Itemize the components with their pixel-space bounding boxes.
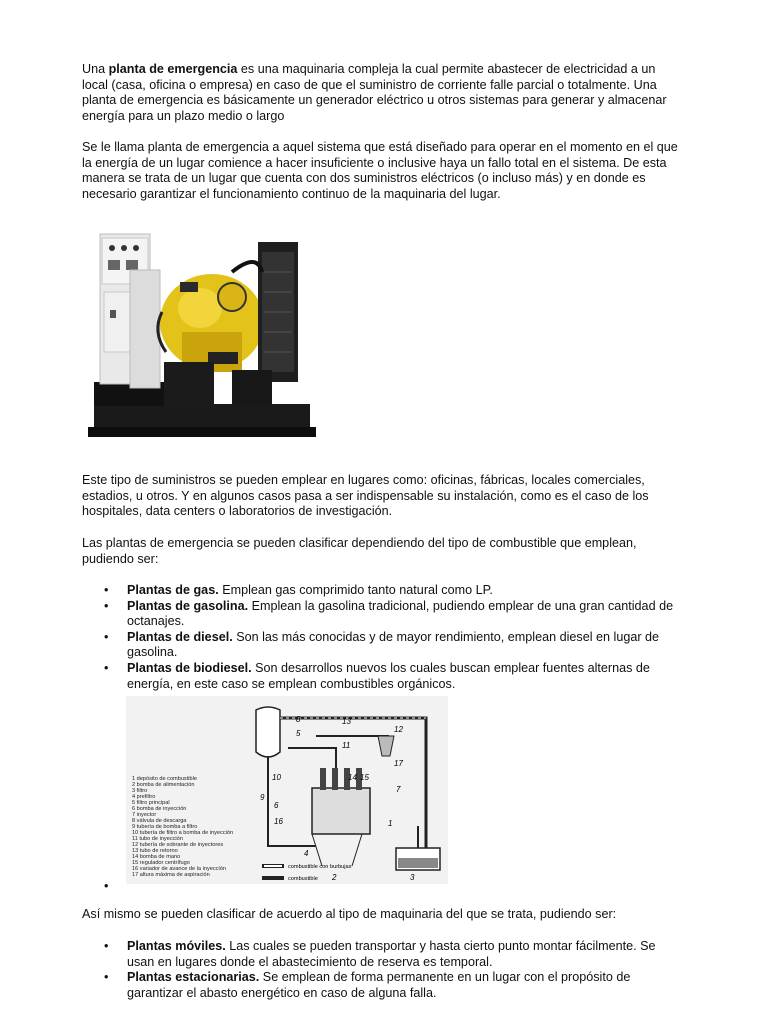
diagram-legend-item: 7 inyector [132, 812, 157, 818]
list-item [82, 939, 682, 970]
fuel-type-list [82, 583, 682, 692]
diagram-legend-item: 9 tubería de bomba a filtro [132, 824, 198, 830]
diagram-number: 8 [296, 715, 301, 724]
uses-paragraph: Este tipo de suministros se pueden emplear en lugares como: oficinas, fábricas, locales comerciales, estadios, u otros. Y en algunos casos pasa a ser indispensable su instalación, como es el caso de los hospitales, data centers o laboratorios de investigación. [82, 473, 649, 519]
list-item-text: Se emplean de forma permanente en un lugar con el propósito de garantizar el abasto energético en caso de alguna falla. [127, 970, 631, 1000]
diagram-number: 12 [394, 725, 403, 734]
bullet: • [104, 660, 109, 675]
list-item-text: Son desarrollos nuevos los cuales buscan emplear fuentes alternas de energía, en este caso se emplean combustibles orgánicos. [127, 660, 650, 691]
diagram-number: 3 [410, 873, 415, 882]
diagram-number: 4 [304, 849, 309, 858]
intro-prefix: Una [82, 62, 109, 76]
list-item [82, 661, 682, 692]
diagram-legend-item: 5 filtro principal [132, 800, 170, 806]
diagram-legend-item: 16 variador de avance de la inyección [132, 866, 226, 872]
diagram-legend-item: 17 altura máxima de aspiración [132, 872, 210, 878]
diagram-legend-item: 15 regulador centrífugo [132, 860, 190, 866]
intro-paragraph [82, 62, 682, 124]
diagram-legend-item: 13 tubo de retorno [132, 848, 178, 854]
definition-paragraph: Se le llama planta de emergencia a aquel sistema que está diseñado para operar en el momento en el que la energía de un lugar comience a hacer insuficiente o inclusive haya un fallo total en el sistema. De esta manera se trata de un lugar que cuenta con dos suministros eléctricos (o incluso más) y en donde es necesario garantizar el funcionamiento continuo de la maquinaria del lugar. [82, 140, 678, 201]
diagram-number: 1 [388, 819, 393, 828]
list-item-term: Plantas estacionarias. [127, 970, 260, 985]
diagram-number: 7 [396, 785, 401, 794]
fuel-system-diagram [126, 696, 448, 884]
list-item [82, 970, 682, 1001]
diagram-number: 2 [332, 873, 337, 882]
diagram-legend-item: 6 bomba de inyección [132, 806, 187, 812]
list-item-term: Plantas de gas. [127, 583, 219, 597]
diagram-number: 17 [394, 759, 403, 768]
list-item-text: Emplean la gasolina tradicional, pudiendo emplear de una gran cantidad de octanajes. [127, 598, 674, 629]
list-item-text: Son las más conocidas y de mayor rendimiento, emplean diesel en lugar de gasolina. [127, 629, 660, 660]
diagram-legend-item: 1 depósito de combustible [132, 776, 197, 782]
diagram-number: 14 [348, 773, 357, 782]
list-item [82, 630, 682, 661]
list-item-term: Plantas de biodiesel. [127, 660, 252, 675]
diagram-legend-item: 12 tubería de sobrante de inyectores [132, 842, 224, 848]
bullet: • [104, 939, 109, 953]
machine-type-list [82, 939, 682, 1001]
diagram-key-label: combustible con burbujas [288, 864, 352, 870]
empty-bullet: • [104, 879, 109, 893]
diagram-number: 16 [274, 817, 283, 826]
bullet: • [104, 970, 109, 985]
list-item-text: Emplean gas comprimido tanto natural como LP. [218, 583, 493, 597]
diagram-legend-item: 2 bomba de alimentación [132, 782, 195, 788]
intro-bold-term: planta de emergencia [108, 62, 238, 76]
list-item-term: Plantas de gasolina. [127, 598, 249, 613]
diagram-legend-item: 3 filtro [132, 788, 148, 794]
diagram-number: 6 [274, 801, 279, 810]
bullet: • [104, 629, 109, 644]
machine-classification-paragraph: Así mismo se pueden clasificar de acuerdo al tipo de maquinaria del que se trata, pudiendo ser: [82, 907, 617, 921]
list-item-text: Las cuales se pueden transportar y hasta cierto punto montar fácilmente. Se usan en lugares donde el abastecimiento de reserva es temporal. [127, 939, 656, 969]
diagram-legend-item: 11 tubo de inyección [132, 836, 183, 842]
diagram-key-label: combustible [288, 876, 318, 882]
diagram-number: 5 [296, 729, 301, 738]
diagram-legend-item: 8 válvula de descarga [132, 818, 187, 824]
diagram-number: 11 [342, 741, 351, 750]
diagram-legend-item: 10 tubería de filtro a bomba de inyección [132, 830, 234, 836]
diagram-number: 13 [342, 717, 351, 726]
diagram-legend-item: 4 prefiltro [132, 794, 156, 800]
list-item-term: Plantas de diesel. [127, 629, 233, 644]
diagram-number: 9 [260, 793, 265, 802]
generator-image [82, 212, 322, 460]
list-item [82, 583, 682, 599]
key-swatch-bubbles-inner [264, 865, 282, 867]
key-swatch-fuel [262, 876, 284, 880]
diagram-number: 15 [360, 773, 369, 782]
fuel-classification-paragraph: Las plantas de emergencia se pueden clasificar dependiendo del tipo de combustible que emplean, pudiendo ser: [82, 536, 637, 566]
bullet: • [104, 598, 109, 613]
diagram-number: 10 [272, 773, 281, 782]
intro-text: es una maquinaria compleja la cual permite abastecer de electricidad a un local (casa, oficina o empresa) en caso de que el suministro de corriente falle parcial o totalmente. Una planta de emergencia es básicamente un generador eléctrico u otros sistemas para generar y almacenar energía para un plazo medio o largo [82, 62, 667, 123]
list-item [82, 599, 682, 630]
list-item-term: Plantas móviles. [127, 939, 226, 953]
bullet: • [104, 583, 109, 597]
diagram-legend-item: 14 bomba de mano [132, 854, 181, 860]
